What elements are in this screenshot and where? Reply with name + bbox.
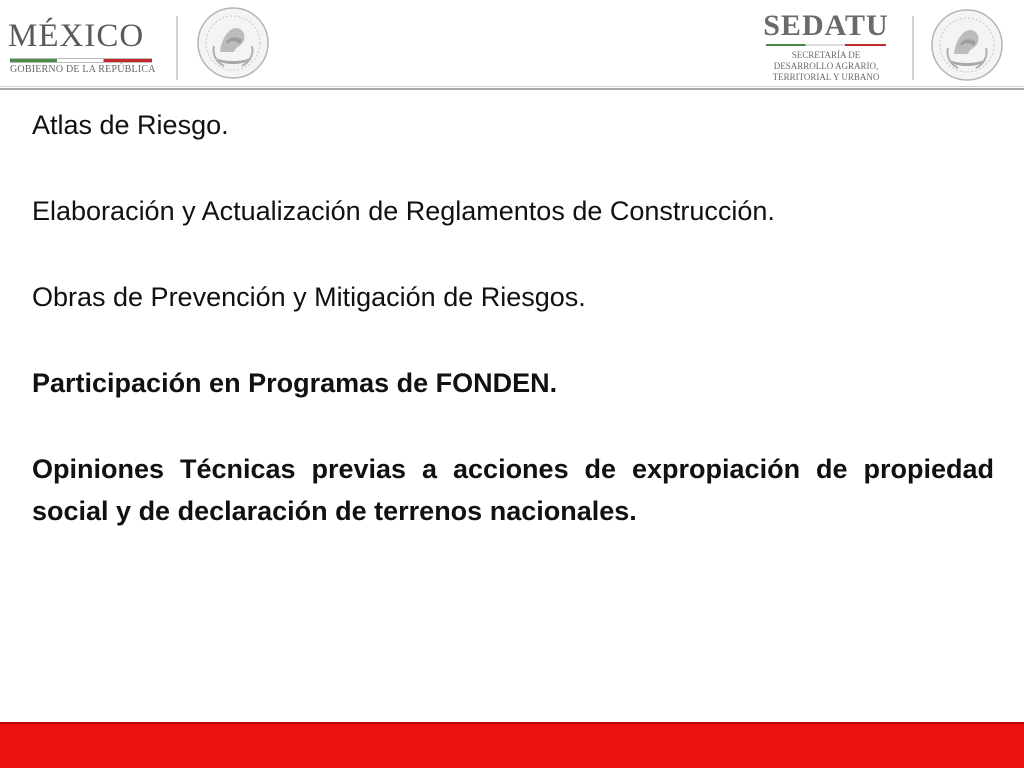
header <box>0 0 1024 92</box>
header-divider <box>912 16 914 80</box>
mexico-logo <box>8 18 158 78</box>
header-divider <box>176 16 178 80</box>
coat-of-arms-seal-icon <box>930 8 1004 82</box>
item-atlas-riesgo: Atlas de Riesgo. <box>32 110 229 140</box>
footer-band <box>0 722 1024 768</box>
item-opiniones-tecnicas: Opiniones Técnicas previas a acciones de expropiación de propiedad social y de declaración de terrenos nacionales. <box>32 454 994 526</box>
slide-content <box>32 104 994 532</box>
sedatu-line-2: DESARROLLO AGRARIO, <box>773 61 879 71</box>
item-reglamentos-construccion: Elaboración y Actualización de Reglamentos de Construcción. <box>32 196 775 226</box>
spacer <box>32 318 994 362</box>
coat-of-arms-seal-icon <box>196 6 270 80</box>
spacer <box>32 232 994 276</box>
mexico-wordmark: MÉXICO <box>8 18 145 54</box>
sedatu-wordmark: SEDATU <box>763 9 889 42</box>
flag-color-rule <box>10 58 152 63</box>
spacer <box>32 404 994 448</box>
sedatu-logo <box>752 8 900 84</box>
item-programas-fonden: Participación en Programas de FONDEN. <box>32 368 558 398</box>
sedatu-line-1: SECRETARÍA DE <box>791 50 861 60</box>
header-rule <box>0 86 1024 90</box>
item-obras-prevencion: Obras de Prevención y Mitigación de Riesgos. <box>32 282 586 312</box>
mexico-subtitle: GOBIERNO DE LA REPÚBLICA <box>10 64 156 75</box>
spacer <box>32 146 994 190</box>
flag-color-rule <box>766 44 886 46</box>
sedatu-line-3: TERRITORIAL Y URBANO <box>772 72 880 82</box>
